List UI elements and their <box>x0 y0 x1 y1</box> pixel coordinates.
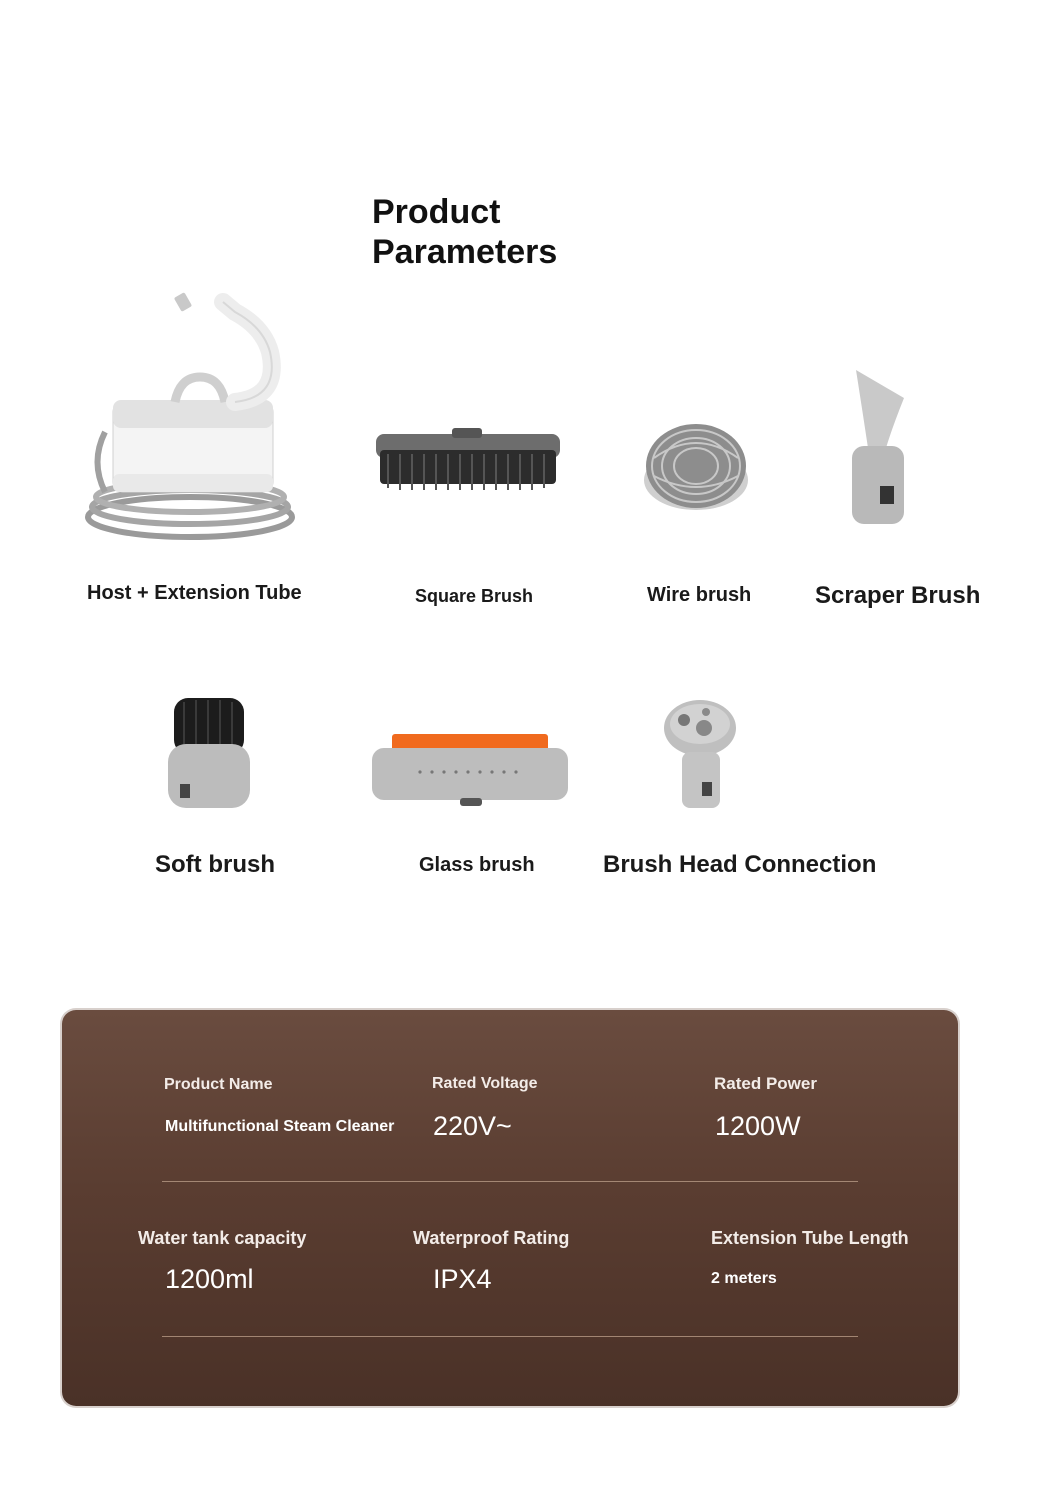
accessory-label-host: Host + Extension Tube <box>87 582 302 604</box>
page-title <box>372 192 557 272</box>
wire-brush-image <box>640 418 752 518</box>
accessory-label-soft-brush: Soft brush <box>155 851 275 878</box>
accessory-label-glass-brush: Glass brush <box>419 854 535 876</box>
glass-brush-image <box>370 732 570 806</box>
spec-value-product-name: Multifunctional Steam Cleaner <box>165 1118 395 1135</box>
accessory-label-brush-head-connection: Brush Head Connection <box>603 851 877 878</box>
spec-value-water-tank: 1200ml <box>165 1264 254 1294</box>
spec-label-extension-tube: Extension Tube Length <box>711 1228 909 1248</box>
spec-label-rated-power: Rated Power <box>714 1074 817 1093</box>
brush-head-connection-image <box>660 698 742 810</box>
specs-divider-1 <box>162 1181 858 1182</box>
spec-label-water-tank: Water tank capacity <box>138 1228 307 1248</box>
spec-value-waterproof: IPX4 <box>433 1264 492 1294</box>
accessory-label-square-brush: Square Brush <box>415 586 534 606</box>
host-extension-tube-image <box>85 292 305 552</box>
spec-label-rated-voltage: Rated Voltage <box>432 1075 538 1092</box>
title-line-2: Parameters <box>372 233 558 271</box>
spec-value-rated-power: 1200W <box>715 1111 801 1141</box>
square-brush-image <box>372 428 564 500</box>
title-line-1: Product <box>372 193 501 231</box>
spec-value-rated-voltage: 220V~ <box>433 1111 512 1141</box>
spec-label-product-name: Product Name <box>164 1076 273 1093</box>
soft-brush-image <box>166 696 252 812</box>
spec-label-waterproof: Waterproof Rating <box>413 1228 570 1248</box>
specs-divider-2 <box>162 1336 858 1337</box>
spec-value-extension-tube: 2 meters <box>711 1270 777 1287</box>
accessory-label-wire-brush: Wire brush <box>647 584 752 606</box>
accessory-label-scraper-brush: Scraper Brush <box>815 582 981 609</box>
specs-panel <box>62 1010 958 1406</box>
scraper-brush-image <box>846 368 912 528</box>
